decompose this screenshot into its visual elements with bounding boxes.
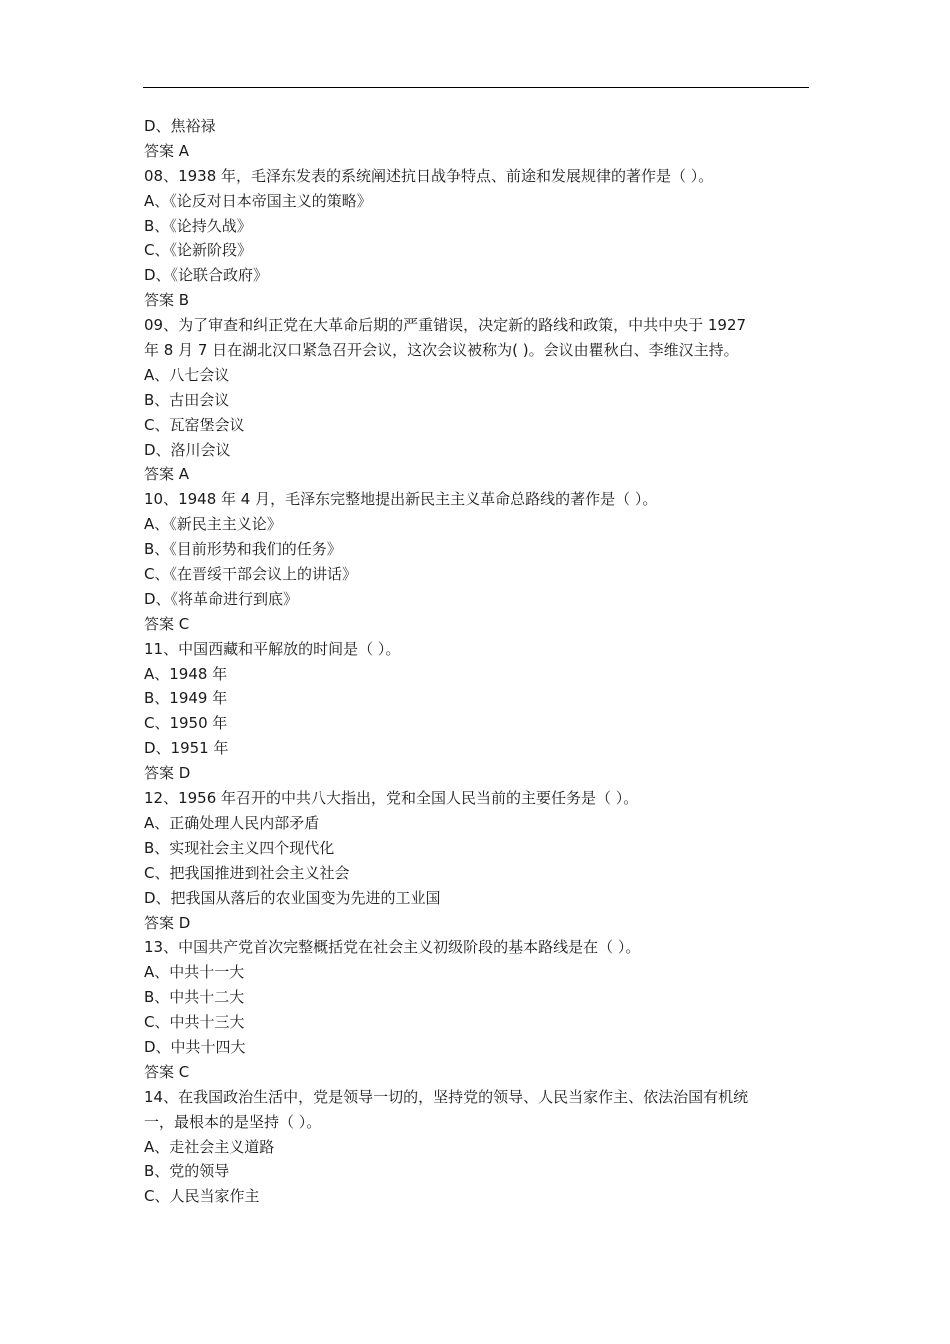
answer-option: C、《在晋绥干部会议上的讲话》 [144,565,357,584]
answer-key: 答案 C [144,614,190,633]
answer-option: B、1949 年 [144,689,228,708]
answer-option: A、《论反对日本帝国主义的策略》 [144,191,372,210]
question-text: 12、1956 年召开的中共八大指出，党和全国人民当前的主要任务是（ ）。 [144,789,639,808]
answer-option: D、1951 年 [144,739,229,758]
question-text: 一，最根本的是坚持（ ）。 [144,1112,322,1131]
answer-option: A、1948 年 [144,664,228,683]
answer-option: D、《论联合政府》 [144,266,269,285]
answer-key: 答案 A [144,465,190,484]
answer-option: B、《论持久战》 [144,216,252,235]
question-text: 年 8 月 7 日在湖北汉口紧急召开会议，这次会议被称为( )。会议由瞿秋白、李维汉主持。 [144,341,739,360]
answer-option: C、把我国推进到社会主义社会 [144,863,350,882]
answer-option: C、1950 年 [144,714,228,733]
answer-option: B、《目前形势和我们的任务》 [144,540,342,559]
answer-option: D、《将革命进行到底》 [144,589,299,608]
answer-option: B、实现社会主义四个现代化 [144,838,335,857]
answer-option: D、中共十四大 [144,1037,246,1056]
answer-option: C、《论新阶段》 [144,241,252,260]
answer-option: B、中共十二大 [144,988,245,1007]
answer-option: C、中共十三大 [144,1013,245,1032]
answer-key: 答案 C [144,1062,190,1081]
question-text: 09、为了审查和纠正党在大革命后期的严重错误，决定新的路线和政策，中共中央于 1927 [144,316,747,335]
answer-key: 答案 D [144,764,191,783]
answer-option: A、中共十一大 [144,963,245,982]
header-rule [143,87,809,88]
answer-option: D、把我国从落后的农业国变为先进的工业国 [144,888,441,907]
answer-option: D、焦裕禄 [144,117,216,135]
answer-key: 答案 D [144,913,191,932]
answer-key: 答案 B [144,291,190,310]
answer-option: A、《新民主主义论》 [144,515,282,534]
answer-option: C、瓦窑堡会议 [144,415,245,434]
answer-option: A、走社会主义道路 [144,1137,275,1156]
question-text: 10、1948 年 4 月，毛泽东完整地提出新民主主义革命总路线的著作是（ ）。 [144,490,658,509]
answer-option: B、党的领导 [144,1162,230,1181]
answer-option: B、古田会议 [144,390,230,409]
question-text: 08、1938 年，毛泽东发表的系统阐述抗日战争特点、前途和发展规律的著作是（ ）。 [144,166,714,185]
answer-option: C、人民当家作主 [144,1187,260,1206]
answer-option: A、八七会议 [144,365,230,384]
answer-key: 答案 A [144,141,190,160]
question-text: 14、在我国政治生活中，党是领导一切的，坚持党的领导、人民当家作主、依法治国有机统 [144,1087,749,1106]
question-text: 13、中国共产党首次完整概括党在社会主义初级阶段的基本路线是在（ ）。 [144,938,641,957]
document-body [144,114,810,1209]
answer-option: A、正确处理人民内部矛盾 [144,813,320,832]
answer-option: D、洛川会议 [144,440,231,459]
question-text: 11、中国西藏和平解放的时间是（ ）。 [144,639,401,658]
